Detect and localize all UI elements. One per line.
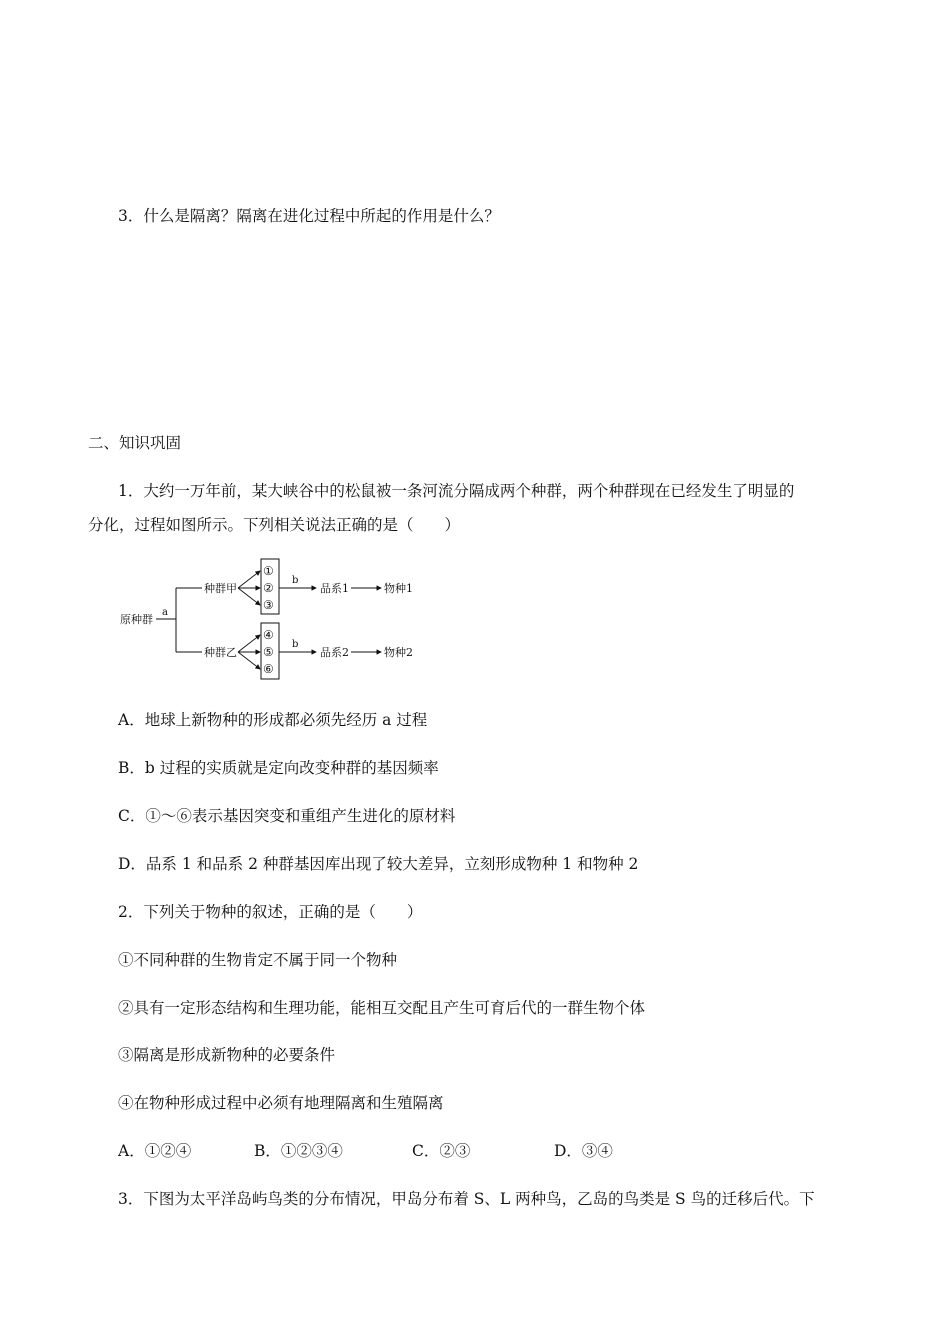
q1-stem-line2: 分化，过程如图所示。下列相关说法正确的是（ ）	[88, 516, 461, 534]
species-2-label: 物种2	[384, 646, 413, 659]
q2-item-3: ③隔离是形成新物种的必要条件	[118, 1046, 336, 1064]
q1-option-b: B．b 过程的实质就是定向改变种群的基因频率	[118, 759, 439, 777]
population-a-label: 种群甲	[204, 582, 237, 595]
question-3-earlier: 3．什么是隔离？隔离在进化过程中所起的作用是什么？	[118, 207, 500, 225]
q2-choice-d: D．③④	[554, 1142, 613, 1160]
species-1-label: 物种1	[384, 582, 413, 595]
q2-choice-a: A．①②④	[118, 1142, 192, 1160]
strain-1-label: 品系1	[320, 582, 349, 595]
mark-6: ⑥	[263, 662, 274, 676]
speciation-diagram	[118, 555, 428, 685]
q3-stem-line1: 3．下图为太平洋岛屿鸟类的分布情况，甲岛分布着 S、L 两种鸟，乙岛的鸟类是 S 鸟的迁移后代。下	[118, 1190, 815, 1208]
q2-stem: 2．下列关于物种的叙述，正确的是（ ）	[118, 903, 423, 921]
q2-choice-c: C．②③	[412, 1142, 471, 1160]
label-a: a	[162, 607, 168, 618]
label-b-bottom: b	[292, 639, 299, 650]
label-b-top: b	[292, 575, 299, 586]
q2-item-1: ①不同种群的生物肯定不属于同一个物种	[118, 951, 398, 969]
q2-item-2: ②具有一定形态结构和生理功能，能相互交配且产生可育后代的一群生物个体	[118, 999, 646, 1017]
q1-option-c: C．①～⑥表示基因突变和重组产生进化的原材料	[118, 807, 456, 825]
mark-3: ③	[263, 598, 274, 612]
population-b-label: 种群乙	[204, 646, 237, 659]
mark-5: ⑤	[263, 645, 274, 659]
strain-2-label: 品系2	[320, 646, 349, 659]
q1-option-d: D．品系 1 和品系 2 种群基因库出现了较大差异，立刻形成物种 1 和物种 2	[118, 855, 639, 873]
mark-1: ①	[263, 564, 274, 578]
q2-item-4: ④在物种形成过程中必须有地理隔离和生殖隔离	[118, 1094, 444, 1112]
q1-stem-line1: 1．大约一万年前，某大峡谷中的松鼠被一条河流分隔成两个种群，两个种群现在已经发生了明显的	[118, 482, 795, 500]
mark-4: ④	[263, 628, 274, 642]
origin-label: 原种群	[120, 613, 153, 626]
q1-option-a: A．地球上新物种的形成都必须先经历 a 过程	[118, 711, 428, 729]
q2-choice-b: B．①②③④	[254, 1142, 343, 1160]
mark-2: ②	[263, 581, 274, 595]
section-title: 二、知识巩固	[88, 434, 182, 452]
